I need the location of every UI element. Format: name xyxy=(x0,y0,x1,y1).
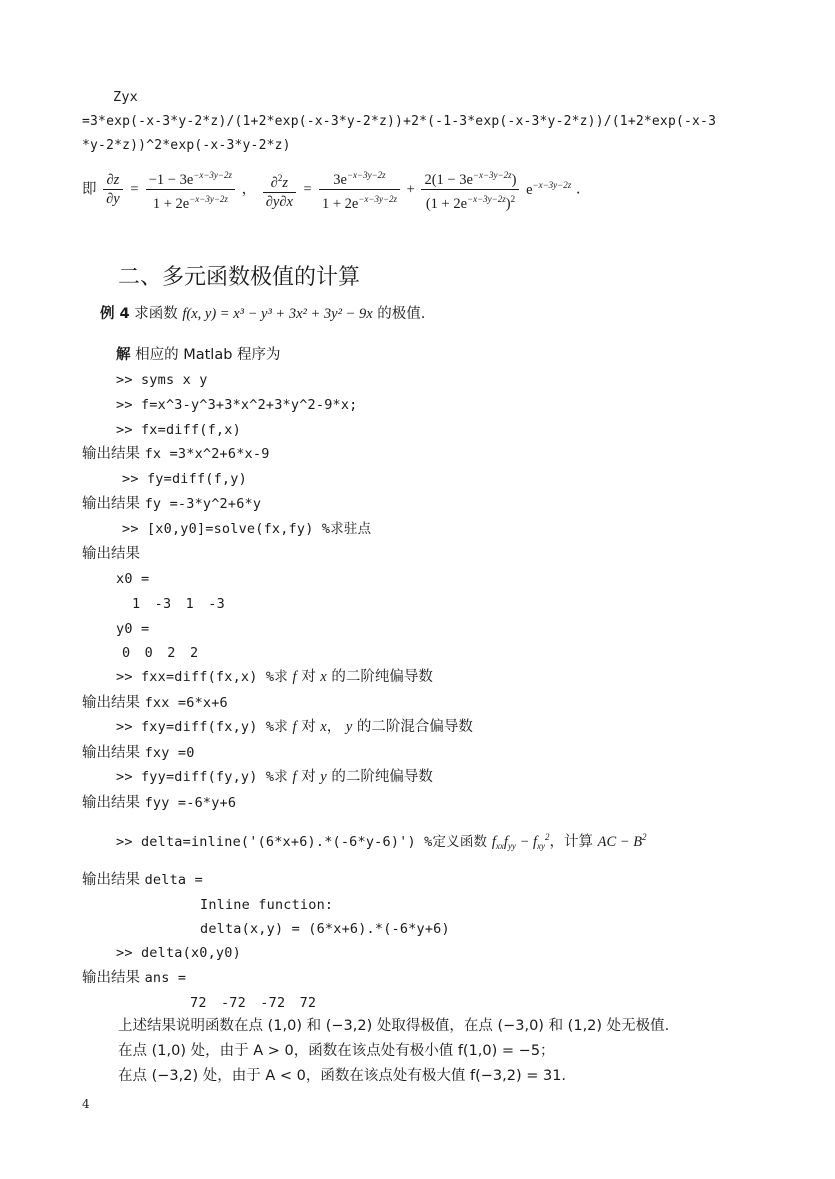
code-line: >> f=x^3-y^3+3*x^2+3*y^2-9*x; xyxy=(116,397,358,413)
output-line: 输出结果 fxy =0 xyxy=(82,745,195,761)
page-number: 4 xyxy=(82,1097,90,1111)
code-line: >> [x0,y0]=solve(fx,fy) %求驻点 xyxy=(122,521,372,537)
example-formula: f(x, y) = x³ − y³ + 3x² + 3y² − 9x xyxy=(182,306,373,322)
output-line: 输出结果 xyxy=(82,546,140,562)
code-line: >> fxy=diff(fx,y) %求 f 对 x， y 的二阶混合偏导数 xyxy=(116,719,473,735)
partial-derivative-formula: 即 $\frac{\partial z}{\partial y}$ = $\frac{-1 - 3e^{-x-3y-2z}}{1 + 2e^{-x-3y-2z}}$ ， $\frac{\partial^2z}{\partial y\partial x}$ = $\frac{3e^{-x-3y-2z}}{1 + 2e^{-x-3y-2z}}$ + $\frac{2(1 - 3e^{-x-3y-2z})}{(1 + 2e^{-x-3y-2z})^2}$ $e^{-x-3y-2z}$ . xyxy=(82,166,580,213)
conclusion-line-1: 上述结果说明函数在点 (1,0) 和 (−3,2) 处取得极值，在点 (−3,0) 和 (1,2) 处无极值. xyxy=(118,1018,670,1034)
solution-intro: 解 相应的 Matlab 程序为 xyxy=(116,347,281,363)
output-line: 输出结果 fyy =-6*y+6 xyxy=(82,795,237,811)
output-line: 输出结果 delta = xyxy=(82,872,203,888)
output-line: 输出结果 ans = xyxy=(82,970,187,986)
code-line: >> delta(x0,y0) xyxy=(116,945,241,961)
example-4: 例 4 求函数 f(x, y) = x³ − y³ + 3x² + 3y² − 9x 的极值. xyxy=(100,306,426,322)
code-line: >> fxx=diff(fx,x) %求 f 对 x 的二阶纯偏导数 xyxy=(116,669,433,685)
frac-first-derivative: $\frac{-1 - 3e^{-x-3y-2z}}{1 + 2e^{-x-3y-2z}}$ xyxy=(146,166,235,213)
code-line: >> fyy=diff(fy,y) %求 f 对 y 的二阶纯偏导数 xyxy=(116,769,433,785)
code-zyx-line-2: *y-2*z))^2*exp(-x-3*y-2*z) xyxy=(82,138,291,153)
example-label: 例 4 xyxy=(100,306,130,322)
section-heading: 二、多元函数极值的计算 xyxy=(118,265,361,290)
code-line: >> syms x y xyxy=(116,372,208,388)
output-value: 0 0 2 2 xyxy=(122,645,199,661)
code-line: >> fy=diff(f,y) xyxy=(122,471,247,487)
output-value: 1 -3 1 -3 xyxy=(132,596,225,612)
frac-second-derivative-a: $\frac{3e^{-x-3y-2z}}{1 + 2e^{-x-3y-2z}}$ xyxy=(319,166,400,213)
code-line: >> fx=diff(f,x) xyxy=(116,422,241,438)
output-value: x0 = xyxy=(116,571,150,587)
solution-label: 解 xyxy=(116,347,131,363)
formula-prefix: 即 xyxy=(82,181,97,198)
code-zyx-label: Zyx xyxy=(113,89,138,105)
frac-dz-dy: $\frac{\partial z}{\partial y}$ xyxy=(103,171,123,208)
output-line: 输出结果 fy =-3*y^2+6*y xyxy=(82,496,262,512)
output-value: Inline function: xyxy=(200,897,334,913)
frac-second-derivative-b: $\frac{2(1 - 3e^{-x-3y-2z})}{(1 + 2e^{-x-3y-2z})^2}$ xyxy=(421,166,519,213)
conclusion-line-3: 在点 (−3,2) 处，由于 A < 0，函数在该点处有极大值 f(−3,2) = 31. xyxy=(118,1068,567,1084)
output-value: 72 -72 -72 72 xyxy=(190,995,317,1011)
output-line: 输出结果 fx =3*x^2+6*x-9 xyxy=(82,446,270,462)
output-value: y0 = xyxy=(116,621,150,637)
code-line: >> delta=inline('(6*x+6).*(-6*y-6)') %定义函数 $f_{xx}f_{yy} - f_{xy}^2$，计算 AC − $B^2$ xyxy=(116,832,647,851)
output-value: delta(x,y) = (6*x+6).*(-6*y+6) xyxy=(200,921,450,937)
code-zyx-line-1: =3*exp(-x-3*y-2*z)/(1+2*exp(-x-3*y-2*z))+2*(-1-3*exp(-x-3*y-2*z))/(1+2*exp(-x-3 xyxy=(82,114,717,129)
frac-d2z-dydx: $\frac{\partial^2z}{\partial y\partial x}$ xyxy=(263,169,296,211)
output-line: 输出结果 fxx =6*x+6 xyxy=(82,695,228,711)
conclusion-line-2: 在点 (1,0) 处，由于 A > 0，函数在该点处有极小值 f(1,0) = −5； xyxy=(118,1043,555,1059)
